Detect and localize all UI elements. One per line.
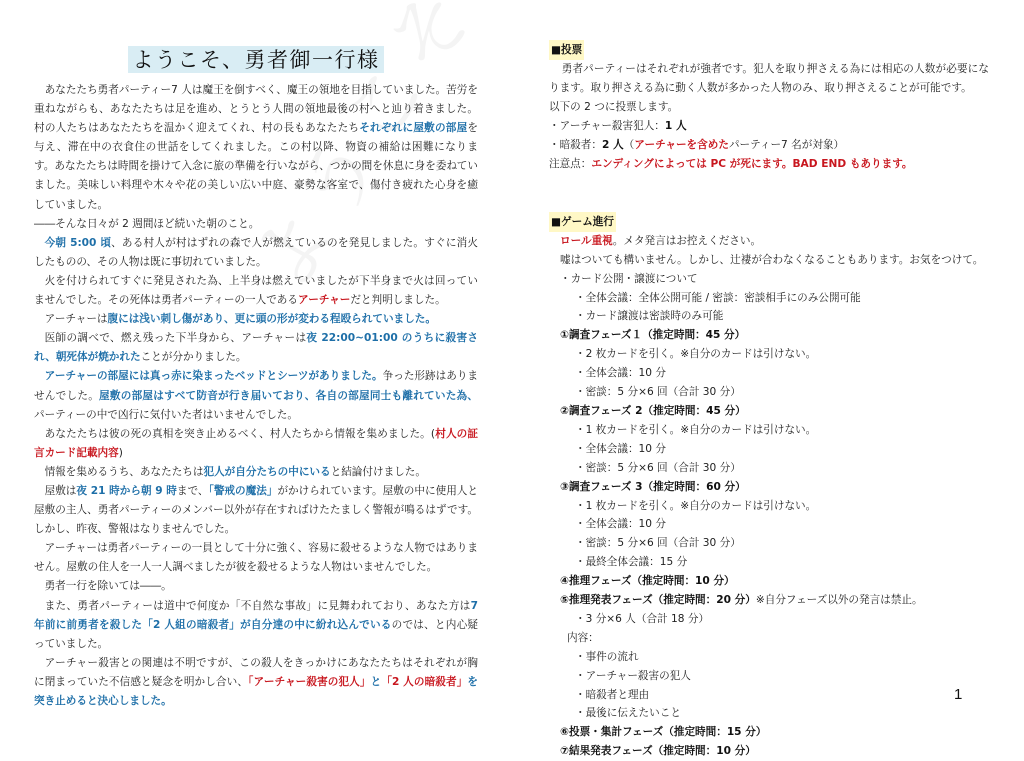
story-paragraph: アーチャーの部屋には真っ赤に染まったベッドとシーツがありました。争った形跡はありませんでした。屋敷の部屋はすべて防音が行き届いており、各自の部屋同士も離れていた為、パーティーの中で凶行に気付いた者はいませんでした。 (34, 370, 479, 421)
card-rule: ・全体会議：全体公開可能 / 密談：密談相手にのみ公開可能 (575, 291, 861, 304)
vote-caution: 注意点：エンディングによっては PC が死にます。BAD END もあります。 (549, 157, 913, 170)
phase-item: ・2 枚カードを引く。※自分のカードは引けない。 (575, 348, 817, 361)
phase-item: ・1 枚カードを引く。※自分のカードは引けない。 (575, 499, 817, 512)
phase-item: ・密談：5 分×6 回（合計 30 分） (575, 386, 741, 399)
page-number: 1 (954, 686, 963, 703)
lie-note: 嘘はついても構いません。しかし、辻褄が合わなくなることもあります。お気をつけて。 (560, 253, 984, 266)
page-title: ようこそ、勇者御一行様 (128, 46, 383, 73)
phase-item: ・最終全体会議：15 分 (575, 556, 688, 569)
vote-item-culprit: ・アーチャー殺害犯人：1 人 (549, 120, 687, 133)
phase-content-item: ・事件の流れ (575, 650, 639, 663)
phase-item: ・全体会議：10 分 (575, 367, 667, 380)
phase-content-label: 内容： (567, 631, 599, 644)
phase-item: ・密談：5 分×6 回（合計 30 分） (575, 537, 741, 550)
story-paragraph: あなたたち勇者パーティー7 人は魔王を倒すべく、魔王の領地を目指していました。苦労を重ねながらも、あなたたちは足を進め、とうとう人間の領地最後の村へと辿り着きました。村の人たちはあなたたちを温かく迎えてくれ、村の長もあなたたちそれぞれに屋敷の部屋を与え、滞在中の衣食住の世話をしてくれました。この村以降、物資の補給は困難になります。あなたたちは時間を掛けて入念に旅の準備を行いながら、つかの間を休息に身を委ねていました。美味しい料理や木々や花の美しい広い中庭、豪勢な客室で、傷付き疲れた心身を癒していました。 (34, 84, 479, 211)
game-flow-section (549, 210, 989, 761)
rules-column (549, 38, 989, 761)
story-paragraph: ――そんな日々が 2 週間ほど続いた朝のこと。 (34, 217, 260, 230)
section-heading-game-flow: ■ゲーム進行 (549, 212, 616, 232)
phase-title: ②調査フェーズ 2（推定時間：45 分） (560, 404, 746, 417)
story-column (34, 46, 478, 711)
story-paragraph: アーチャーは腹には浅い刺し傷があり、更に頭の形が変わる程殴られていました。 (44, 313, 436, 326)
phase-content-item: ・暗殺者と理由 (575, 688, 650, 701)
phase-item: ・全体会議：10 分 (575, 442, 667, 455)
phase-content-item: ・アーチャー殺害の犯人 (575, 669, 691, 682)
phase-item: ・1 枚カードを引く。※自分のカードは引けない。 (575, 423, 817, 436)
phase-title: ⑥投票・集計フェーズ（推定時間：15 分） (560, 726, 767, 739)
phase-item: ・3 分×6 人（合計 18 分） (575, 612, 710, 625)
phase-item: ・全体会議：10 分 (575, 518, 667, 531)
vote-intro: 以下の 2 つに投票します。 (549, 101, 679, 114)
role-note: ロール重視。メタ発言はお控えください。 (560, 234, 762, 247)
phase-title: ④推理フェーズ（推定時間：10 分） (560, 575, 735, 588)
story-paragraph: 医師の調べで、燃え残った下半身から、アーチャーは夜 22:00~01:00 のうちに殺害され、朝死体が焼かれたことが分かりました。 (34, 332, 478, 364)
phase-title: ⑤推理発表フェーズ（推定時間：20 分）※自分フェーズ以外の発言は禁止。 (560, 594, 923, 607)
story-paragraph: あなたたちは彼の死の真相を突き止めるべく、村人たちから情報を集めました。(村人の証言カード記載内容) (34, 427, 479, 459)
story-paragraph: また、勇者パーティーは道中で何度か「不自然な事故」に見舞われており、あなた方は7 年前に前勇者を殺した「2 人組の暗殺者」が自分達の中に紛れ込んでいるのでは、と内心疑っていました。 (34, 599, 478, 650)
vote-item-assassins: ・暗殺者：2 人（アーチャーを含めたパーティー7 名が対象） (549, 139, 845, 151)
story-paragraph: アーチャー殺害との関連は不明ですが、この殺人をきっかけにあなたたちはそれぞれが胸に閉まっていた不信感と疑念を明かし合い、「アーチャー殺害の犯人」と「2 人の暗殺者」を突き止めると決心しました。 (34, 656, 479, 707)
phase-item: ・密談：5 分×6 回（合計 30 分） (575, 461, 741, 474)
section-heading-vote: ■投票 (549, 40, 584, 60)
story-paragraph: 情報を集めるうち、あなたたちは犯人が自分たちの中にいると結論付けました。 (44, 465, 426, 478)
vote-description: 勇者パーティーはそれぞれが強者です。犯人を取り押さえる為には相応の人数が必要になります。取り押さえる為に動く人数が多かった人物のみ、取り押さえることが可能です。 (549, 63, 989, 95)
story-paragraph: 屋敷は夜 21 時から朝 9 時まで、「警戒の魔法」がかけられています。屋敷の中に使用人と屋敷の主人、勇者パーティーのメンバー以外が存在すればけたたましく警報が鳴るはずです。しかし、昨夜、警報はなりませんでした。 (34, 484, 479, 536)
story-paragraph: 火を付けられてすぐに発見された為、上半身は燃えていましたが下半身まで火は回っていませんでした。その死体は勇者パーティーの一人であるアーチャーだと判明しました。 (34, 274, 478, 307)
story-paragraph: 勇者一行を除いては――。 (44, 580, 172, 593)
phase-title: ③調査フェーズ 3（推定時間：60 分） (560, 480, 746, 493)
card-rule: ・カード譲渡は密談時のみ可能 (575, 310, 724, 323)
phase-title: ①調査フェーズ１（推定時間：45 分） (560, 329, 746, 342)
vote-section (549, 38, 989, 174)
story-paragraph: アーチャーは勇者パーティーの一員として十分に強く、容易に殺せるような人物ではありません。屋敷の住人を一人一人調べましたが彼を殺せるような人物はいませんでした。 (34, 542, 478, 574)
phase-content-item: ・最後に伝えたいこと (575, 707, 681, 720)
story-paragraph: 今朝 5:00 頃、ある村人が村はずれの森で人が燃えているのを発見しました。すぐに消火したものの、その人物は既に事切れていました。 (34, 236, 478, 268)
phase-title: ⑦結果発表フェーズ（推定時間：10 分） (560, 745, 756, 758)
card-rules-title: ・カード公開・譲渡について (560, 272, 698, 285)
